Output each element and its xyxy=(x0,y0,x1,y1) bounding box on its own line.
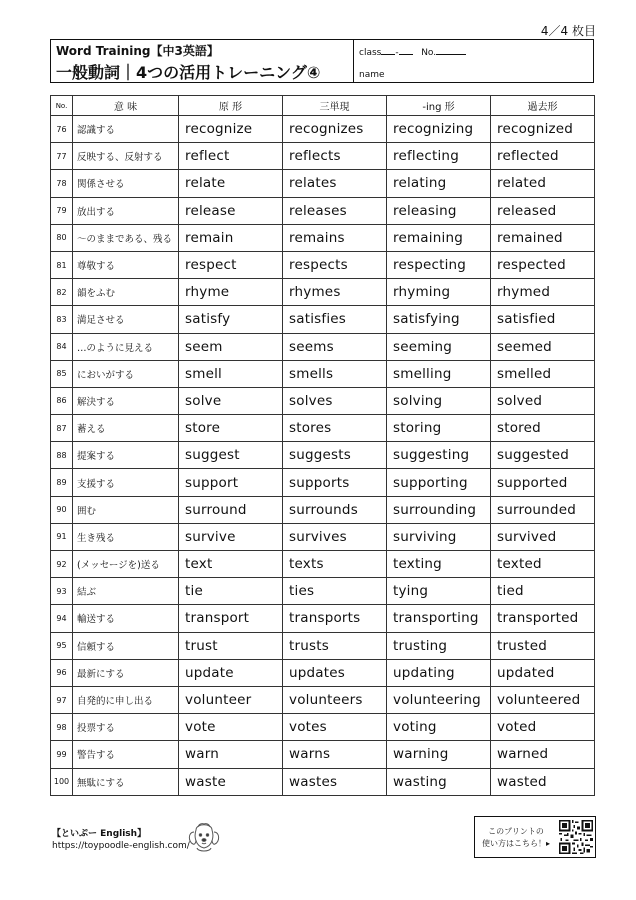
ing-form: seeming xyxy=(387,333,491,360)
table-row xyxy=(51,306,595,333)
japanese-meaning: 警告する xyxy=(73,741,179,768)
past-form: suggested xyxy=(491,442,595,469)
japanese-meaning: 韻をふむ xyxy=(73,279,179,306)
base-form: survive xyxy=(179,523,283,550)
ing-form: satisfying xyxy=(387,306,491,333)
brand-name: 【といぷー English】 xyxy=(52,829,147,839)
row-number: 98 xyxy=(51,714,73,741)
header-base-form: 原 形 xyxy=(179,96,283,116)
worksheet-title: 一般動詞｜4つの活用トレーニング④ xyxy=(56,63,321,82)
past-form: volunteered xyxy=(491,686,595,713)
page-number: 4／4 枚目 xyxy=(540,24,596,38)
ing-form: releasing xyxy=(387,197,491,224)
japanese-meaning: 結ぶ xyxy=(73,578,179,605)
table-row xyxy=(51,387,595,414)
third-person-form: stores xyxy=(283,415,387,442)
base-form: relate xyxy=(179,170,283,197)
ing-form: solving xyxy=(387,387,491,414)
base-form: update xyxy=(179,659,283,686)
ing-form: volunteering xyxy=(387,686,491,713)
class-blank-2 xyxy=(399,45,413,55)
ing-form: surviving xyxy=(387,523,491,550)
japanese-meaning: 最新にする xyxy=(73,659,179,686)
poodle-logo-icon xyxy=(186,820,222,854)
third-person-form: survives xyxy=(283,523,387,550)
worksheet-subtitle: Word Training【中3英語】 xyxy=(56,44,219,58)
row-number: 84 xyxy=(51,333,73,360)
base-form: rhyme xyxy=(179,279,283,306)
third-person-form: volunteers xyxy=(283,686,387,713)
third-person-form: solves xyxy=(283,387,387,414)
third-person-form: seems xyxy=(283,333,387,360)
ing-form: surrounding xyxy=(387,496,491,523)
ing-form: reflecting xyxy=(387,143,491,170)
usage-guide-text xyxy=(479,826,553,850)
third-person-form: remains xyxy=(283,224,387,251)
japanese-meaning: …のように見える xyxy=(73,333,179,360)
japanese-meaning: 支援する xyxy=(73,469,179,496)
header-ing-form: -ing 形 xyxy=(387,96,491,116)
past-form: respected xyxy=(491,251,595,278)
japanese-meaning: 認識する xyxy=(73,116,179,143)
base-form: remain xyxy=(179,224,283,251)
table-row xyxy=(51,415,595,442)
ing-form: smelling xyxy=(387,360,491,387)
ing-form: remaining xyxy=(387,224,491,251)
header-meaning: 意 味 xyxy=(73,96,179,116)
site-url: https://toypoodle-english.com/ xyxy=(52,841,190,851)
class-separator: - xyxy=(395,48,399,58)
ing-form: recognizing xyxy=(387,116,491,143)
japanese-meaning: ～のままである、残る xyxy=(73,224,179,251)
third-person-form: supports xyxy=(283,469,387,496)
row-number: 90 xyxy=(51,496,73,523)
class-field xyxy=(359,45,466,58)
usage-guide-line2: 使い方はこちら！▸ xyxy=(481,839,550,848)
ing-form: trusting xyxy=(387,632,491,659)
row-number: 88 xyxy=(51,442,73,469)
past-form: tied xyxy=(491,578,595,605)
table-row xyxy=(51,143,595,170)
third-person-form: wastes xyxy=(283,768,387,795)
table-row xyxy=(51,523,595,550)
past-form: reflected xyxy=(491,143,595,170)
row-number: 82 xyxy=(51,279,73,306)
row-number: 89 xyxy=(51,469,73,496)
name-label: name xyxy=(359,70,385,80)
base-form: recognize xyxy=(179,116,283,143)
ing-form: supporting xyxy=(387,469,491,496)
base-form: release xyxy=(179,197,283,224)
ing-form: updating xyxy=(387,659,491,686)
base-form: tie xyxy=(179,578,283,605)
table-row xyxy=(51,768,595,795)
number-blank xyxy=(436,45,466,55)
japanese-meaning: 輸送する xyxy=(73,605,179,632)
table-row xyxy=(51,197,595,224)
third-person-form: releases xyxy=(283,197,387,224)
japanese-meaning: 尊敬する xyxy=(73,251,179,278)
past-form: voted xyxy=(491,714,595,741)
past-form: updated xyxy=(491,659,595,686)
table-header-row xyxy=(51,96,595,116)
third-person-form: surrounds xyxy=(283,496,387,523)
row-number: 97 xyxy=(51,686,73,713)
base-form: surround xyxy=(179,496,283,523)
verb-conjugation-table xyxy=(50,95,595,796)
worksheet-header xyxy=(50,39,594,83)
row-number: 95 xyxy=(51,632,73,659)
ing-form: rhyming xyxy=(387,279,491,306)
base-form: support xyxy=(179,469,283,496)
third-person-form: texts xyxy=(283,551,387,578)
table-row xyxy=(51,741,595,768)
number-label: No. xyxy=(421,48,437,58)
japanese-meaning: 反映する、反射する xyxy=(73,143,179,170)
ing-form: wasting xyxy=(387,768,491,795)
base-form: vote xyxy=(179,714,283,741)
row-number: 79 xyxy=(51,197,73,224)
japanese-meaning: 満足させる xyxy=(73,306,179,333)
past-form: solved xyxy=(491,387,595,414)
third-person-form: rhymes xyxy=(283,279,387,306)
third-person-form: updates xyxy=(283,659,387,686)
past-form: warned xyxy=(491,741,595,768)
qr-code-icon[interactable] xyxy=(559,820,593,854)
header-no: No. xyxy=(51,96,73,116)
table-row xyxy=(51,714,595,741)
ing-form: warning xyxy=(387,741,491,768)
table-row xyxy=(51,686,595,713)
row-number: 99 xyxy=(51,741,73,768)
row-number: 85 xyxy=(51,360,73,387)
past-form: smelled xyxy=(491,360,595,387)
japanese-meaning: 囲む xyxy=(73,496,179,523)
table-row xyxy=(51,224,595,251)
third-person-form: suggests xyxy=(283,442,387,469)
ing-form: voting xyxy=(387,714,491,741)
student-info-block xyxy=(354,40,593,82)
header-past-form: 過去形 xyxy=(491,96,595,116)
third-person-form: warns xyxy=(283,741,387,768)
third-person-form: transports xyxy=(283,605,387,632)
past-form: related xyxy=(491,170,595,197)
ing-form: tying xyxy=(387,578,491,605)
usage-guide-box[interactable] xyxy=(474,816,596,858)
table-row xyxy=(51,360,595,387)
base-form: transport xyxy=(179,605,283,632)
ing-form: texting xyxy=(387,551,491,578)
row-number: 87 xyxy=(51,415,73,442)
row-number: 93 xyxy=(51,578,73,605)
table-row xyxy=(51,116,595,143)
third-person-form: relates xyxy=(283,170,387,197)
japanese-meaning: 投票する xyxy=(73,714,179,741)
past-form: surrounded xyxy=(491,496,595,523)
header-third-person: 三単現 xyxy=(283,96,387,116)
past-form: recognized xyxy=(491,116,595,143)
class-blank-1 xyxy=(381,45,395,55)
third-person-form: respects xyxy=(283,251,387,278)
past-form: survived xyxy=(491,523,595,550)
table-row xyxy=(51,170,595,197)
row-number: 80 xyxy=(51,224,73,251)
japanese-meaning: 関係させる xyxy=(73,170,179,197)
ing-form: transporting xyxy=(387,605,491,632)
table-row xyxy=(51,442,595,469)
japanese-meaning: 提案する xyxy=(73,442,179,469)
table-row xyxy=(51,605,595,632)
row-number: 100 xyxy=(51,768,73,795)
third-person-form: ties xyxy=(283,578,387,605)
class-label: class xyxy=(359,48,382,58)
base-form: respect xyxy=(179,251,283,278)
base-form: trust xyxy=(179,632,283,659)
row-number: 78 xyxy=(51,170,73,197)
past-form: released xyxy=(491,197,595,224)
past-form: texted xyxy=(491,551,595,578)
japanese-meaning: 放出する xyxy=(73,197,179,224)
third-person-form: smells xyxy=(283,360,387,387)
row-number: 76 xyxy=(51,116,73,143)
table-row xyxy=(51,333,595,360)
title-block xyxy=(51,40,354,82)
base-form: store xyxy=(179,415,283,442)
row-number: 92 xyxy=(51,551,73,578)
japanese-meaning: 信頼する xyxy=(73,632,179,659)
past-form: wasted xyxy=(491,768,595,795)
past-form: seemed xyxy=(491,333,595,360)
base-form: smell xyxy=(179,360,283,387)
past-form: rhymed xyxy=(491,279,595,306)
base-form: warn xyxy=(179,741,283,768)
row-number: 86 xyxy=(51,387,73,414)
past-form: supported xyxy=(491,469,595,496)
row-number: 96 xyxy=(51,659,73,686)
usage-guide-line1: このプリントの xyxy=(488,827,544,836)
japanese-meaning: 解決する xyxy=(73,387,179,414)
row-number: 83 xyxy=(51,306,73,333)
japanese-meaning: 無駄にする xyxy=(73,768,179,795)
past-form: remained xyxy=(491,224,595,251)
row-number: 91 xyxy=(51,523,73,550)
past-form: transported xyxy=(491,605,595,632)
past-form: stored xyxy=(491,415,595,442)
base-form: seem xyxy=(179,333,283,360)
table-row xyxy=(51,632,595,659)
japanese-meaning: 蓄える xyxy=(73,415,179,442)
base-form: satisfy xyxy=(179,306,283,333)
japanese-meaning: 自発的に申し出る xyxy=(73,686,179,713)
japanese-meaning: においがする xyxy=(73,360,179,387)
third-person-form: trusts xyxy=(283,632,387,659)
base-form: solve xyxy=(179,387,283,414)
table-row xyxy=(51,551,595,578)
ing-form: respecting xyxy=(387,251,491,278)
base-form: text xyxy=(179,551,283,578)
ing-form: suggesting xyxy=(387,442,491,469)
past-form: satisfied xyxy=(491,306,595,333)
ing-form: storing xyxy=(387,415,491,442)
table-row xyxy=(51,469,595,496)
table-row xyxy=(51,578,595,605)
third-person-form: votes xyxy=(283,714,387,741)
third-person-form: satisfies xyxy=(283,306,387,333)
base-form: reflect xyxy=(179,143,283,170)
past-form: trusted xyxy=(491,632,595,659)
third-person-form: recognizes xyxy=(283,116,387,143)
table-row xyxy=(51,251,595,278)
base-form: waste xyxy=(179,768,283,795)
ing-form: relating xyxy=(387,170,491,197)
third-person-form: reflects xyxy=(283,143,387,170)
table-row xyxy=(51,279,595,306)
row-number: 77 xyxy=(51,143,73,170)
row-number: 94 xyxy=(51,605,73,632)
japanese-meaning: (メッセージを)送る xyxy=(73,551,179,578)
base-form: volunteer xyxy=(179,686,283,713)
table-row xyxy=(51,496,595,523)
table-row xyxy=(51,659,595,686)
japanese-meaning: 生き残る xyxy=(73,523,179,550)
base-form: suggest xyxy=(179,442,283,469)
row-number: 81 xyxy=(51,251,73,278)
